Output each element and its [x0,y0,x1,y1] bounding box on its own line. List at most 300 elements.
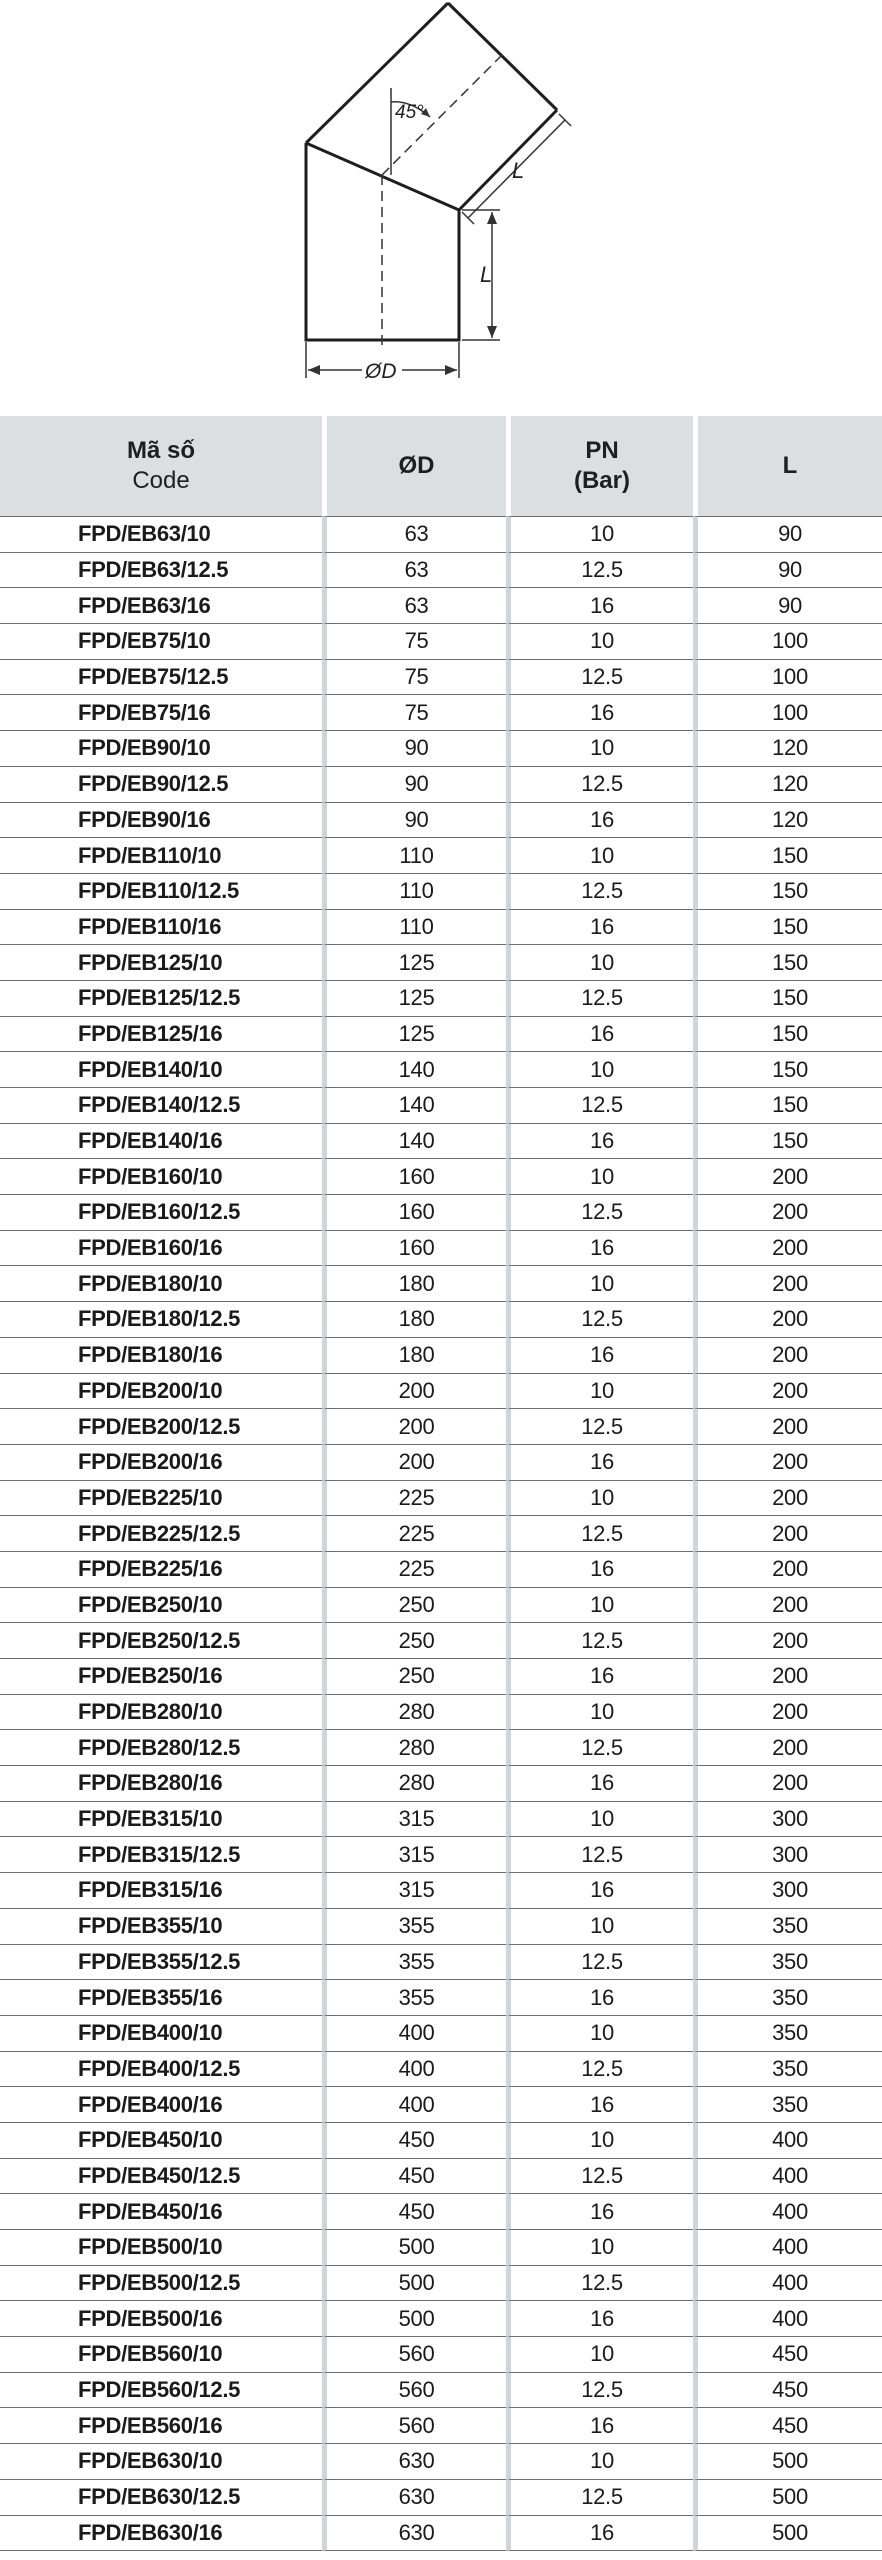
angle-label: 45° [395,102,424,123]
table-row [0,2516,882,2552]
pn-cell: 16 [506,1231,693,1267]
pn-cell: 12.5 [506,1516,693,1552]
od-cell: 225 [322,1552,506,1588]
od-cell: 560 [322,2337,506,2373]
od-cell: 160 [322,1159,506,1195]
pn-cell: 12.5 [506,1195,693,1231]
code-cell: FPD/EB200/12.5 [0,1409,322,1445]
table-row [0,588,882,624]
l-cell: 200 [693,1302,882,1338]
pn-cell: 12.5 [506,1409,693,1445]
pn-cell: 10 [506,1374,693,1410]
od-cell: 630 [322,2480,506,2516]
table-row [0,624,882,660]
table-row [0,2016,882,2052]
table-row [0,1659,882,1695]
table-row [0,1766,882,1802]
table-row [0,2194,882,2230]
code-cell: FPD/EB315/10 [0,1802,322,1838]
header-code-vi: Mã số [126,437,195,464]
code-cell: FPD/EB315/16 [0,1873,322,1909]
od-cell: 75 [322,660,506,696]
pn-cell: 16 [506,695,693,731]
header-od: ØD [322,416,506,516]
table-row [0,945,882,981]
upper-length-label: L [512,158,525,183]
table-row [0,803,882,839]
pn-cell: 16 [506,2408,693,2444]
code-cell: FPD/EB225/16 [0,1552,322,1588]
od-cell: 355 [322,1909,506,1945]
diameter-label: ØD [365,360,397,383]
elbow-45-svg [0,0,882,400]
l-cell: 200 [693,1195,882,1231]
pn-cell: 10 [506,1695,693,1731]
od-cell: 315 [322,1837,506,1873]
pn-cell: 10 [506,2230,693,2266]
pn-cell: 10 [506,838,693,874]
od-cell: 355 [322,1945,506,1981]
table-row [0,1409,882,1445]
pn-cell: 10 [506,2444,693,2480]
table-row [0,1802,882,1838]
od-cell: 140 [322,1052,506,1088]
table-row [0,1909,882,1945]
l-cell: 200 [693,1409,882,1445]
lower-dim-arrow-top [487,212,497,224]
code-cell: FPD/EB400/16 [0,2087,322,2123]
pn-cell: 12.5 [506,981,693,1017]
code-cell: FPD/EB630/12.5 [0,2480,322,2516]
od-cell: 315 [322,1873,506,1909]
pn-cell: 12.5 [506,1302,693,1338]
l-cell: 200 [693,1481,882,1517]
pn-cell: 10 [506,2016,693,2052]
pn-cell: 16 [506,1659,693,1695]
pn-cell: 16 [506,588,693,624]
od-cell: 63 [322,588,506,624]
pn-cell: 12.5 [506,1623,693,1659]
od-cell: 160 [322,1231,506,1267]
l-cell: 350 [693,1980,882,2016]
pn-cell: 10 [506,945,693,981]
pn-cell: 12.5 [506,660,693,696]
od-cell: 500 [322,2230,506,2266]
code-cell: FPD/EB225/12.5 [0,1516,322,1552]
l-cell: 400 [693,2230,882,2266]
od-cell: 250 [322,1659,506,1695]
l-cell: 400 [693,2301,882,2337]
code-cell: FPD/EB560/12.5 [0,2373,322,2409]
l-cell: 450 [693,2408,882,2444]
code-cell: FPD/EB200/16 [0,1445,322,1481]
od-cell: 500 [322,2266,506,2302]
pn-cell: 10 [506,2123,693,2159]
code-cell: FPD/EB630/10 [0,2444,322,2480]
od-cell: 90 [322,767,506,803]
od-cell: 250 [322,1588,506,1624]
code-cell: FPD/EB160/10 [0,1159,322,1195]
code-cell: FPD/EB110/16 [0,910,322,946]
l-cell: 500 [693,2480,882,2516]
table-row [0,731,882,767]
od-cell: 180 [322,1266,506,1302]
code-cell: FPD/EB140/10 [0,1052,322,1088]
code-cell: FPD/EB280/16 [0,1766,322,1802]
od-cell: 140 [322,1088,506,1124]
header-code [0,416,322,516]
l-cell: 200 [693,1516,882,1552]
l-cell: 200 [693,1623,882,1659]
od-cell: 125 [322,945,506,981]
od-cell: 90 [322,803,506,839]
table-row [0,910,882,946]
code-cell: FPD/EB500/12.5 [0,2266,322,2302]
od-cell: 630 [322,2516,506,2552]
code-cell: FPD/EB450/16 [0,2194,322,2230]
pn-cell: 16 [506,2301,693,2337]
l-cell: 200 [693,1659,882,1695]
pn-cell: 12.5 [506,553,693,589]
table-row [0,1730,882,1766]
l-cell: 200 [693,1231,882,1267]
pn-cell: 10 [506,1481,693,1517]
pn-cell: 12.5 [506,2480,693,2516]
table-body [0,516,882,2551]
pn-cell: 10 [506,731,693,767]
code-cell: FPD/EB75/16 [0,695,322,731]
code-cell: FPD/EB200/10 [0,1374,322,1410]
table-row [0,981,882,1017]
pn-cell: 12.5 [506,2266,693,2302]
l-cell: 200 [693,1338,882,1374]
table-row [0,553,882,589]
code-cell: FPD/EB90/12.5 [0,767,322,803]
od-cell: 63 [322,516,506,553]
code-cell: FPD/EB500/10 [0,2230,322,2266]
od-cell: 450 [322,2123,506,2159]
table-row [0,2052,882,2088]
code-cell: FPD/EB630/16 [0,2516,322,2552]
header-pn-label: PN [585,437,619,464]
pn-cell: 16 [506,1338,693,1374]
code-cell: FPD/EB250/12.5 [0,1623,322,1659]
table-row [0,2087,882,2123]
code-cell: FPD/EB63/16 [0,588,322,624]
l-cell: 400 [693,2266,882,2302]
od-cell: 315 [322,1802,506,1838]
od-cell: 355 [322,1980,506,2016]
table-row [0,1052,882,1088]
code-cell: FPD/EB140/16 [0,1124,322,1160]
l-cell: 450 [693,2337,882,2373]
table-row [0,2266,882,2302]
od-cell: 90 [322,731,506,767]
od-cell: 500 [322,2301,506,2337]
l-cell: 90 [693,588,882,624]
code-cell: FPD/EB110/12.5 [0,874,322,910]
table-row [0,767,882,803]
table-row [0,838,882,874]
code-cell: FPD/EB140/12.5 [0,1088,322,1124]
table-row [0,1374,882,1410]
code-cell: FPD/EB180/10 [0,1266,322,1302]
code-cell: FPD/EB450/12.5 [0,2159,322,2195]
code-cell: FPD/EB315/12.5 [0,1837,322,1873]
l-cell: 350 [693,2087,882,2123]
l-cell: 200 [693,1445,882,1481]
table-row [0,1980,882,2016]
code-cell: FPD/EB75/10 [0,624,322,660]
l-cell: 200 [693,1766,882,1802]
table-row [0,1124,882,1160]
code-cell: FPD/EB160/16 [0,1231,322,1267]
pn-cell: 16 [506,1980,693,2016]
code-cell: FPD/EB110/10 [0,838,322,874]
code-cell: FPD/EB500/16 [0,2301,322,2337]
header-l: L [693,416,882,516]
pn-cell: 16 [506,1124,693,1160]
od-cell: 400 [322,2016,506,2052]
table-row [0,1088,882,1124]
code-cell: FPD/EB90/16 [0,803,322,839]
pn-cell: 10 [506,1909,693,1945]
l-cell: 300 [693,1837,882,1873]
code-cell: FPD/EB160/12.5 [0,1195,322,1231]
code-cell: FPD/EB180/12.5 [0,1302,322,1338]
code-cell: FPD/EB125/10 [0,945,322,981]
l-cell: 90 [693,516,882,553]
header-code-en: Code [132,467,190,494]
l-cell: 100 [693,660,882,696]
l-cell: 150 [693,874,882,910]
diameter-arrow-right [445,365,457,375]
elbow-45-drawing [0,0,882,400]
pn-cell: 12.5 [506,1837,693,1873]
od-cell: 110 [322,910,506,946]
l-cell: 150 [693,1124,882,1160]
l-cell: 400 [693,2159,882,2195]
table-row [0,2373,882,2409]
code-cell: FPD/EB400/12.5 [0,2052,322,2088]
upper-leg-left-edge [306,3,448,143]
pn-cell: 10 [506,516,693,553]
l-cell: 150 [693,1017,882,1053]
table-row [0,1231,882,1267]
table-row [0,2159,882,2195]
l-cell: 350 [693,1945,882,1981]
code-cell: FPD/EB355/12.5 [0,1945,322,1981]
pn-cell: 12.5 [506,1945,693,1981]
centre-lines [382,55,502,345]
pn-cell: 12.5 [506,2373,693,2409]
code-cell: FPD/EB250/16 [0,1659,322,1695]
pn-cell: 12.5 [506,1088,693,1124]
table-row [0,2337,882,2373]
l-cell: 400 [693,2194,882,2230]
pn-cell: 16 [506,1445,693,1481]
table-row [0,2480,882,2516]
pn-cell: 10 [506,1802,693,1838]
table-row [0,2408,882,2444]
table-row [0,2123,882,2159]
od-cell: 180 [322,1302,506,1338]
table-row [0,874,882,910]
od-cell: 110 [322,874,506,910]
l-cell: 200 [693,1730,882,1766]
header-pn [506,416,693,516]
table-row [0,1945,882,1981]
upper-leg-end-face [448,3,557,110]
table-row [0,1837,882,1873]
od-cell: 400 [322,2052,506,2088]
code-cell: FPD/EB63/10 [0,516,322,553]
lower-length-label: L [480,262,493,287]
table-row [0,1159,882,1195]
table-row [0,1873,882,1909]
table-row [0,2444,882,2480]
code-cell: FPD/EB125/12.5 [0,981,322,1017]
od-cell: 560 [322,2408,506,2444]
l-cell: 200 [693,1159,882,1195]
header-pn-unit: (Bar) [573,467,630,494]
l-cell: 500 [693,2444,882,2480]
table-row [0,2230,882,2266]
od-cell: 160 [322,1195,506,1231]
code-cell: FPD/EB280/12.5 [0,1730,322,1766]
od-cell: 200 [322,1374,506,1410]
pn-cell: 16 [506,2516,693,2552]
od-cell: 125 [322,1017,506,1053]
l-cell: 200 [693,1374,882,1410]
od-cell: 140 [322,1124,506,1160]
l-cell: 150 [693,838,882,874]
pn-cell: 12.5 [506,874,693,910]
code-cell: FPD/EB355/16 [0,1980,322,2016]
pn-cell: 10 [506,1159,693,1195]
pn-cell: 16 [506,910,693,946]
l-cell: 500 [693,2516,882,2552]
pn-cell: 16 [506,803,693,839]
code-cell: FPD/EB125/16 [0,1017,322,1053]
pn-cell: 16 [506,1766,693,1802]
pn-cell: 10 [506,2337,693,2373]
l-cell: 300 [693,1802,882,1838]
table-row [0,2301,882,2337]
pn-cell: 10 [506,1266,693,1302]
table-row [0,1017,882,1053]
pn-cell: 16 [506,1552,693,1588]
table-row [0,516,882,553]
l-cell: 150 [693,910,882,946]
od-cell: 450 [322,2159,506,2195]
pn-cell: 16 [506,1017,693,1053]
table-row [0,1481,882,1517]
table-row [0,1552,882,1588]
od-cell: 225 [322,1481,506,1517]
l-cell: 350 [693,2052,882,2088]
diameter-arrow-left [308,365,320,375]
pn-cell: 12.5 [506,2052,693,2088]
od-cell: 110 [322,838,506,874]
od-cell: 125 [322,981,506,1017]
l-cell: 200 [693,1266,882,1302]
pn-cell: 16 [506,1873,693,1909]
od-cell: 280 [322,1730,506,1766]
table-row [0,1623,882,1659]
l-cell: 200 [693,1552,882,1588]
table-row [0,1588,882,1624]
l-cell: 350 [693,2016,882,2052]
code-cell: FPD/EB560/16 [0,2408,322,2444]
code-cell: FPD/EB180/16 [0,1338,322,1374]
od-cell: 180 [322,1338,506,1374]
od-cell: 200 [322,1409,506,1445]
pn-cell: 10 [506,1588,693,1624]
pn-cell: 12.5 [506,2159,693,2195]
code-cell: FPD/EB90/10 [0,731,322,767]
table-row [0,1695,882,1731]
l-cell: 100 [693,695,882,731]
code-cell: FPD/EB355/10 [0,1909,322,1945]
lower-dim-arrow-bottom [487,326,497,338]
l-cell: 450 [693,2373,882,2409]
table-row [0,660,882,696]
specification-table [0,416,882,2551]
od-cell: 250 [322,1623,506,1659]
code-cell: FPD/EB225/10 [0,1481,322,1517]
code-cell: FPD/EB560/10 [0,2337,322,2373]
pn-cell: 10 [506,624,693,660]
table-row [0,1266,882,1302]
l-cell: 400 [693,2123,882,2159]
code-cell: FPD/EB250/10 [0,1588,322,1624]
table-row [0,1195,882,1231]
table-row [0,1516,882,1552]
l-cell: 120 [693,731,882,767]
l-cell: 150 [693,981,882,1017]
table-row [0,1445,882,1481]
od-cell: 630 [322,2444,506,2480]
l-cell: 350 [693,1909,882,1945]
pn-cell: 12.5 [506,767,693,803]
code-cell: FPD/EB280/10 [0,1695,322,1731]
code-cell: FPD/EB75/12.5 [0,660,322,696]
table-row [0,695,882,731]
od-cell: 280 [322,1766,506,1802]
od-cell: 280 [322,1695,506,1731]
l-cell: 120 [693,803,882,839]
l-cell: 150 [693,1052,882,1088]
od-cell: 400 [322,2087,506,2123]
l-cell: 90 [693,553,882,589]
l-cell: 200 [693,1695,882,1731]
l-cell: 200 [693,1588,882,1624]
od-cell: 200 [322,1445,506,1481]
pn-cell: 10 [506,1052,693,1088]
table-row [0,1338,882,1374]
od-cell: 75 [322,695,506,731]
pn-cell: 12.5 [506,1730,693,1766]
code-cell: FPD/EB400/10 [0,2016,322,2052]
l-cell: 100 [693,624,882,660]
l-cell: 150 [693,1088,882,1124]
od-cell: 450 [322,2194,506,2230]
od-cell: 560 [322,2373,506,2409]
code-cell: FPD/EB450/10 [0,2123,322,2159]
od-cell: 225 [322,1516,506,1552]
od-cell: 63 [322,553,506,589]
